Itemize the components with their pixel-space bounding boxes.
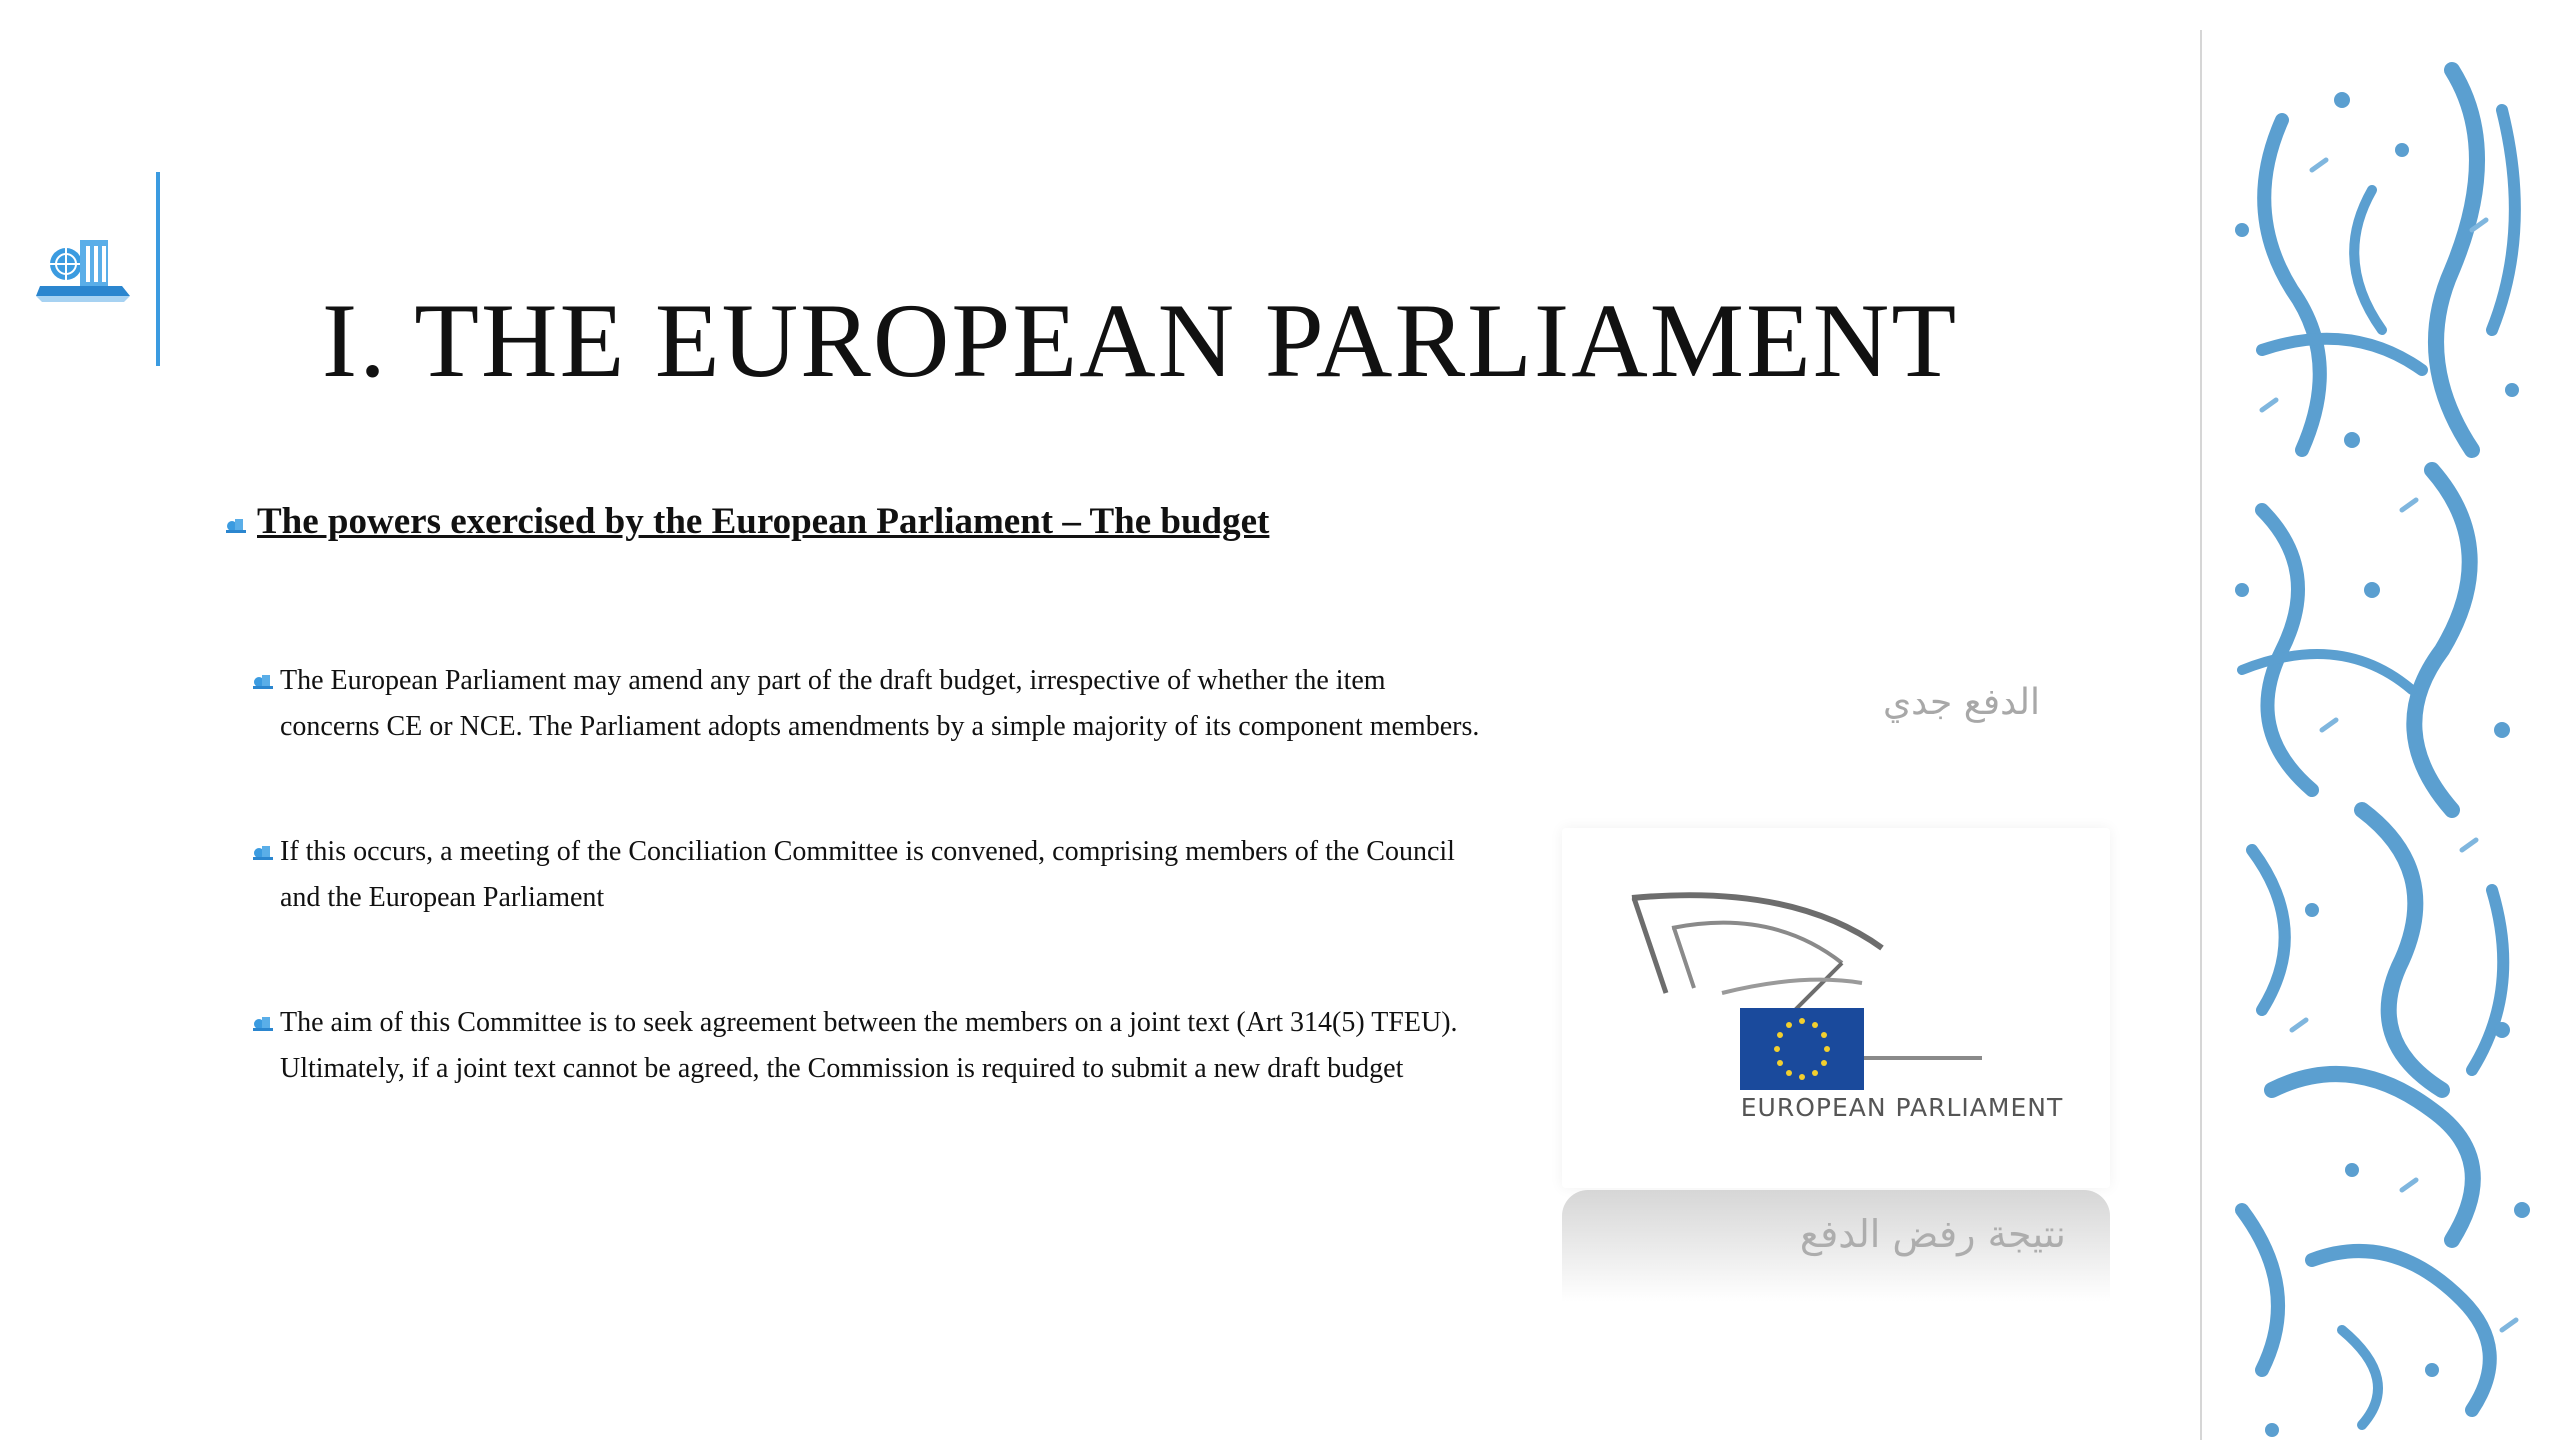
section-heading-text: The powers exercised by the European Parliament – The budget [257, 501, 1270, 542]
list-item [252, 829, 1492, 921]
list-item [252, 1000, 1492, 1092]
list-item-text: The European Parliament may amend any part of the draft budget, irrespective of whether the item concerns CE or NCE. The Parliament adopts amendments by a simple majority of its component members. [280, 665, 1480, 742]
logo-divider [156, 172, 160, 366]
bullet-list [252, 658, 1492, 1092]
section-heading [225, 500, 1269, 543]
blue-building-bullet-icon [252, 842, 274, 862]
caption-bar [1562, 1190, 2110, 1302]
blue-building-bullet-icon [252, 671, 274, 691]
european-parliament-logo-card [1562, 828, 2110, 1188]
arabic-caption: نتيجة رفض الدفع [1799, 1212, 2066, 1256]
slide-title: I. THE EUROPEAN PARLIAMENT [321, 282, 1959, 400]
list-item-text: If this occurs, a meeting of the Conciliation Committee is convened, comprising members of the Council and the European Parliament [280, 836, 1455, 913]
blue-building-bullet-icon [252, 1013, 274, 1033]
list-item-text: The aim of this Committee is to seek agreement between the members on a joint text (Art 314(5) TFEU). Ultimately, if a joint text cannot be agreed, the Commission is required to submit a new draft budget [280, 1007, 1458, 1084]
arabic-label: الدفع جدي [1882, 682, 2040, 723]
parliament-building-icon [36, 228, 132, 308]
blue-building-bullet-icon [225, 515, 247, 535]
list-item [252, 658, 1492, 750]
european-parliament-logo-name: EUROPEAN PARLIAMENT [1740, 1093, 2064, 1122]
arabic-calligraphy-decoration [2202, 30, 2560, 1440]
european-parliament-logo-icon [1562, 828, 2110, 1188]
